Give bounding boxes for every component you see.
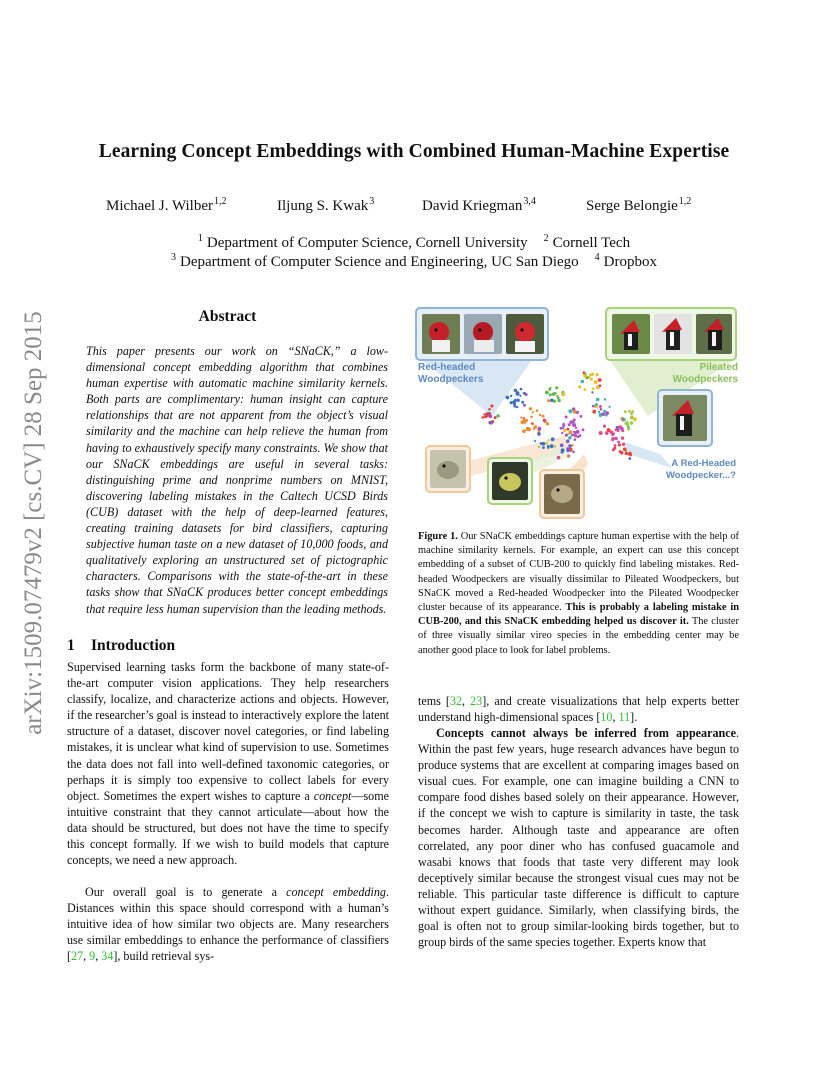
author-affil-sup: 1,2: [214, 196, 227, 207]
embedding-point: [619, 425, 623, 429]
embedding-point: [622, 443, 625, 446]
embedding-point: [568, 423, 571, 426]
embedding-point: [628, 457, 631, 460]
embedding-point: [584, 388, 587, 391]
embedding-point: [578, 385, 581, 388]
embedding-point: [614, 437, 617, 440]
embedding-point: [567, 455, 569, 457]
embedding-point: [599, 431, 603, 435]
embedding-point: [621, 436, 624, 439]
embedding-point: [595, 403, 598, 406]
bird-thumb-pileated-2: [654, 314, 692, 354]
embedding-point: [630, 421, 634, 425]
embedding-point: [554, 445, 556, 447]
embedding-point: [545, 442, 548, 445]
embedding-point: [557, 397, 559, 399]
embedding-point: [571, 444, 573, 446]
embedding-point: [628, 410, 630, 412]
embedding-point: [567, 433, 569, 435]
citation-link[interactable]: 10: [600, 710, 613, 725]
embedding-point: [545, 391, 549, 395]
author-name: David Kriegman: [422, 198, 523, 214]
text-run: ], build retrieval sys-: [113, 949, 215, 964]
author-1: [106, 196, 227, 215]
embedding-point: [613, 447, 616, 450]
embedding-point: [532, 411, 535, 414]
bird-thumb-red-headed-2: [464, 314, 502, 354]
bird-thumb-question: [663, 395, 707, 441]
embedding-point: [546, 422, 549, 425]
embedding-point: [557, 399, 560, 402]
embedding-point: [583, 374, 587, 378]
embedding-point: [563, 429, 566, 432]
embedding-point: [539, 414, 541, 416]
embedding-point: [548, 388, 551, 391]
text-run: Supervised learning tasks form the backbone of many state-of-the-art computer vision applications. They help researchers classify, localize, and characterize actions and objects. However, if the researcher’s goal is instead to interactively explore the latent structure of a dataset, discover novel categories, or find labeling mistakes, it is unclear what kind of supervision to use. Sometimes the data does not fall into well-defined taxonomic categories, or perhaps it is simply too expensive to collect labels for every object. Sometimes the expert wishes to capture a: [67, 660, 389, 803]
citation-link[interactable]: 34: [101, 949, 114, 964]
label-question-line-1: A Red-Headed: [671, 458, 736, 469]
embedding-point: [572, 451, 575, 454]
embedding-point: [533, 428, 535, 430]
text-run: ,: [95, 949, 102, 964]
embedding-point: [596, 398, 600, 402]
author-4: [586, 196, 691, 215]
text-run: . Distances within this space should correspond with a human’s intuitive idea of how similar two objects are. Many researchers use similar embeddings to enhance the performance of classifiers [: [67, 885, 389, 964]
embedding-point: [561, 432, 563, 434]
embedding-point: [534, 440, 537, 443]
embedding-point: [486, 415, 489, 418]
embedding-point: [522, 429, 526, 433]
embedding-point: [573, 431, 575, 433]
embedding-point: [549, 393, 552, 396]
embedding-point: [547, 399, 550, 402]
embedding-point: [611, 437, 614, 440]
embedding-point: [623, 418, 626, 421]
author-affil-sup: 3,4: [523, 196, 536, 207]
bird-thumb-pileated-1: [612, 314, 650, 354]
embedding-point: [572, 423, 576, 427]
embedding-point: [520, 416, 522, 418]
embedding-point: [566, 447, 569, 450]
embedding-point: [517, 399, 520, 402]
embedding-point: [590, 378, 593, 381]
section-title: Introduction: [91, 637, 176, 654]
embedding-point: [605, 432, 608, 435]
embedding-point: [538, 446, 540, 448]
embedding-point: [599, 405, 602, 408]
embedding-point: [603, 425, 606, 428]
paper-title: Learning Concept Embeddings with Combined Human-Machine Expertise: [98, 141, 730, 162]
embedding-point: [626, 421, 629, 424]
embedding-point: [565, 416, 568, 419]
embedding-point: [560, 444, 564, 448]
embedding-point: [623, 447, 627, 451]
embedding-point: [592, 410, 596, 414]
author-3: [422, 196, 536, 215]
embedding-point: [594, 380, 598, 384]
embedding-point: [557, 456, 561, 460]
embedding-point: [543, 419, 546, 422]
affil-sup: 1: [197, 233, 203, 244]
embedding-point: [582, 428, 585, 431]
embedding-point: [633, 417, 637, 421]
citation-link[interactable]: 23: [470, 694, 483, 708]
embedding-point: [542, 446, 545, 449]
label-pileated-line-2: Woodpeckers: [672, 374, 738, 385]
embedding-point: [550, 399, 553, 402]
affil-text: Department of Computer Science, Cornell University: [206, 235, 528, 251]
text-run: ,: [462, 694, 471, 708]
embedding-point: [598, 411, 600, 413]
embedding-point: [516, 406, 518, 408]
text-run: Our SNaCK embeddings capture human expertise with the help of machine similarity kernels. For example, an expert can use this concept embedding of a subset of CUB-200 to quickly find labeling mistakes. Red-headed Woodpeckers are visually dissimilar to Pileated Woodpeckers, but SNaCK moved a Red-headed Woodpecker into the Pileated Woodpecker cluster because of its appearance.: [418, 531, 739, 614]
embedding-point: [525, 419, 528, 422]
embedding-point: [520, 388, 523, 391]
affil-text: Cornell Tech: [552, 235, 631, 251]
text-run: ,: [612, 710, 619, 725]
affil-text: Department of Computer Science and Engineering, UC San Diego: [180, 254, 579, 270]
bird-thumb-red-headed-1: [422, 314, 460, 354]
author-name: Iljung S. Kwak: [277, 198, 369, 214]
embedding-point: [583, 371, 586, 374]
embedding-point: [530, 416, 533, 419]
affil-sup: 2: [543, 233, 549, 244]
bird-thumb-vireo-3: [544, 474, 580, 514]
embedding-point: [579, 434, 582, 437]
embedding-point: [573, 418, 576, 421]
embedding-point: [628, 452, 631, 455]
arxiv-stamp-text: arXiv:1509.07479v2 [cs.CV] 28 Sep 2015: [20, 311, 47, 735]
section-number: 1: [67, 637, 75, 654]
caption-bold: This is probably a labeling mistake in CUB-200, and this SNaCK embedding helped us discover it.: [418, 602, 739, 628]
text-run: ], and create visualizations that help experts better understand high-dimensional spaces [: [418, 694, 739, 725]
embedding-point: [592, 388, 595, 391]
embedding-point: [630, 416, 633, 419]
embedding-point: [581, 380, 585, 384]
figure-1-caption: [418, 530, 739, 658]
caption-label: Figure 1.: [418, 531, 458, 542]
text-run: The cluster of three visually similar vireo species in the embedding center may be another good place to look for label problems.: [418, 616, 740, 656]
embedding-point: [489, 421, 493, 425]
affil-sup: 4: [594, 252, 600, 263]
embedding-point: [588, 376, 590, 378]
embedding-point: [547, 447, 549, 449]
citation-link[interactable]: 32: [449, 694, 463, 708]
embedding-point: [576, 430, 580, 434]
label-red-headed-line-2: Woodpeckers: [418, 374, 484, 385]
paragraph-lead-bold: Concepts cannot always be inferred from appearance: [436, 726, 736, 740]
embedding-point: [521, 401, 524, 404]
embedding-point: [589, 374, 592, 377]
embedding-point: [523, 404, 526, 407]
embedding-point: [625, 452, 628, 455]
section-heading-introduction: [67, 637, 175, 655]
embedding-point: [568, 444, 572, 448]
embedding-point: [603, 410, 606, 413]
embedding-point: [618, 444, 620, 446]
embedding-point: [566, 439, 570, 443]
author-affil-sup: 3: [369, 196, 375, 207]
embedding-point: [547, 439, 549, 441]
embedding-point: [597, 387, 600, 390]
embedding-point: [569, 420, 573, 424]
embedding-point: [600, 408, 603, 411]
embedding-point: [574, 438, 577, 441]
embedding-point: [510, 401, 513, 404]
embedding-point: [598, 378, 602, 382]
embedding-point: [512, 400, 516, 404]
embedding-point: [617, 441, 620, 444]
author-name: Serge Belongie: [586, 198, 678, 214]
text-run: . Within the past few years, huge research advances have begun to produce systems that are excellent at comparing images based on visual cues. For example, one can imagine building a CNN to compare food dishes based solely on their appearance. However, if the concept we wish to capture is similarity in taste, the task becomes harder. Although taste and appearance are often correlated, any poor diner who has confused guacamole and wasabi knows that foods that taste very different may look deceptively similar because the strongest visual cues may not be reliable. This particular taste difference is difficult to capture without expert guidance. Similarly, when classifying birds, the goal is often not to group similar-looking birds together, but to group birds of the same species together. Experts know that: [418, 726, 739, 950]
embedding-point: [531, 422, 533, 424]
embedding-point: [601, 412, 605, 416]
right-column-paragraph-1: [418, 693, 739, 725]
embedding-point: [482, 416, 485, 419]
embedding-point: [573, 434, 575, 436]
embedding-point: [537, 432, 540, 435]
emphasis: concept: [313, 788, 352, 803]
embedding-point: [627, 427, 630, 430]
embedding-point: [599, 413, 602, 416]
bird-thumb-vireo-1: [430, 450, 466, 488]
author-affil-sup: 1,2: [678, 196, 692, 207]
embedding-point: [528, 427, 530, 429]
embedding-point: [580, 415, 583, 418]
embedding-point: [591, 391, 593, 393]
embedding-point: [610, 430, 614, 434]
embedding-point: [488, 408, 491, 411]
label-question-line-2: Woodpecker...?: [665, 470, 736, 481]
embedding-point: [542, 415, 545, 418]
embedding-point: [619, 450, 622, 453]
embedding-point: [529, 407, 532, 410]
embedding-point: [568, 409, 572, 413]
author-2: [277, 196, 374, 215]
affiliation-line-1: [0, 233, 828, 252]
embedding-point: [592, 405, 595, 408]
right-column-paragraph-2: [418, 725, 739, 950]
embedding-point: [561, 392, 565, 396]
citation-link[interactable]: 27: [71, 949, 84, 964]
embedding-point: [550, 444, 554, 448]
text-run: Our overall goal is to generate a: [85, 885, 287, 899]
author-name: Michael J. Wilber: [106, 198, 214, 214]
intro-paragraph-1: [67, 659, 389, 868]
embedding-point: [614, 444, 617, 447]
embedding-point: [510, 395, 512, 397]
embedding-point: [604, 398, 607, 401]
bird-thumb-red-headed-3: [506, 314, 544, 354]
embedding-point: [494, 416, 497, 419]
intro-paragraph-2: [67, 884, 389, 964]
embedding-point: [551, 437, 555, 441]
affil-sup: 3: [171, 252, 176, 263]
embedding-point: [562, 427, 564, 429]
embedding-point: [561, 448, 565, 452]
embedding-point: [522, 419, 525, 422]
embedding-point: [536, 409, 539, 412]
embedding-point: [540, 442, 543, 445]
arxiv-stamp: [14, 288, 54, 758]
embedding-point: [573, 410, 577, 414]
figure-1-embedding: [414, 304, 740, 520]
affil-text: Dropbox: [603, 254, 657, 270]
embedding-point: [506, 396, 510, 400]
label-pileated-line-1: Pileated: [699, 362, 738, 373]
embedding-point: [496, 414, 499, 417]
affiliation-line-2: [0, 252, 828, 271]
citation-link[interactable]: 9: [89, 949, 96, 964]
text-run: tems [: [418, 694, 450, 708]
embedding-point: [562, 425, 565, 428]
embedding-point: [596, 373, 599, 376]
abstract-body: This paper presents our work on “SNaCK,” a low-dimensional concept embedding algorithm that combines human expertise with automatic machine similarity kernels. Both parts are complimentary: human insight can capture relationships that are not apparent from the object’s visual similarity and the machine can help relieve the human from having to exhaustively specify many constraints. We show that our SNaCK embeddings are useful in several tasks: distinguishing prime and nonprime numbers on MNIST, discovering labeling mistakes in the Caltech UCSD Birds (CUB) dataset with the help of deep-learned features, creating training datasets for bird classifiers, capturing subjective human taste on a new dataset of 10,000 foods, and qualitatively exploring an unstructured set of pictographic characters. Comparisons with the state-of-the-art in these tasks show that SNaCK produces better concept embeddings that require less human supervision than the leading methods.: [86, 344, 388, 616]
embedding-point: [555, 386, 558, 389]
emphasis: concept embedding: [286, 885, 386, 899]
embedding-point: [567, 428, 570, 431]
embedding-point: [624, 410, 627, 413]
bird-thumb-pileated-3: [696, 314, 732, 354]
embedding-point: [519, 395, 521, 397]
abstract-heading: Abstract: [198, 308, 257, 325]
embedding-point: [631, 410, 634, 413]
embedding-point: [568, 436, 572, 440]
embedding-point: [516, 391, 520, 395]
embedding-point: [608, 406, 610, 408]
text-run: ,: [83, 949, 90, 964]
citation-link[interactable]: 11: [618, 710, 631, 725]
bird-thumb-vireo-2: [492, 462, 528, 500]
embedding-point: [538, 427, 542, 431]
text-run: —some intuitive constraint that they cannot articulate—about how the data should be structured, but does not have the time to specify this concept formally. If we wish to build models that capture concepts, we need a new approach.: [67, 788, 389, 868]
embedding-point: [554, 392, 557, 395]
label-red-headed-line-1: Red-headed: [418, 362, 476, 373]
text-run: ].: [630, 710, 638, 725]
embedding-point: [490, 404, 493, 407]
embedding-point: [525, 393, 528, 396]
embedding-point: [575, 427, 577, 429]
embedding-point: [488, 414, 492, 418]
